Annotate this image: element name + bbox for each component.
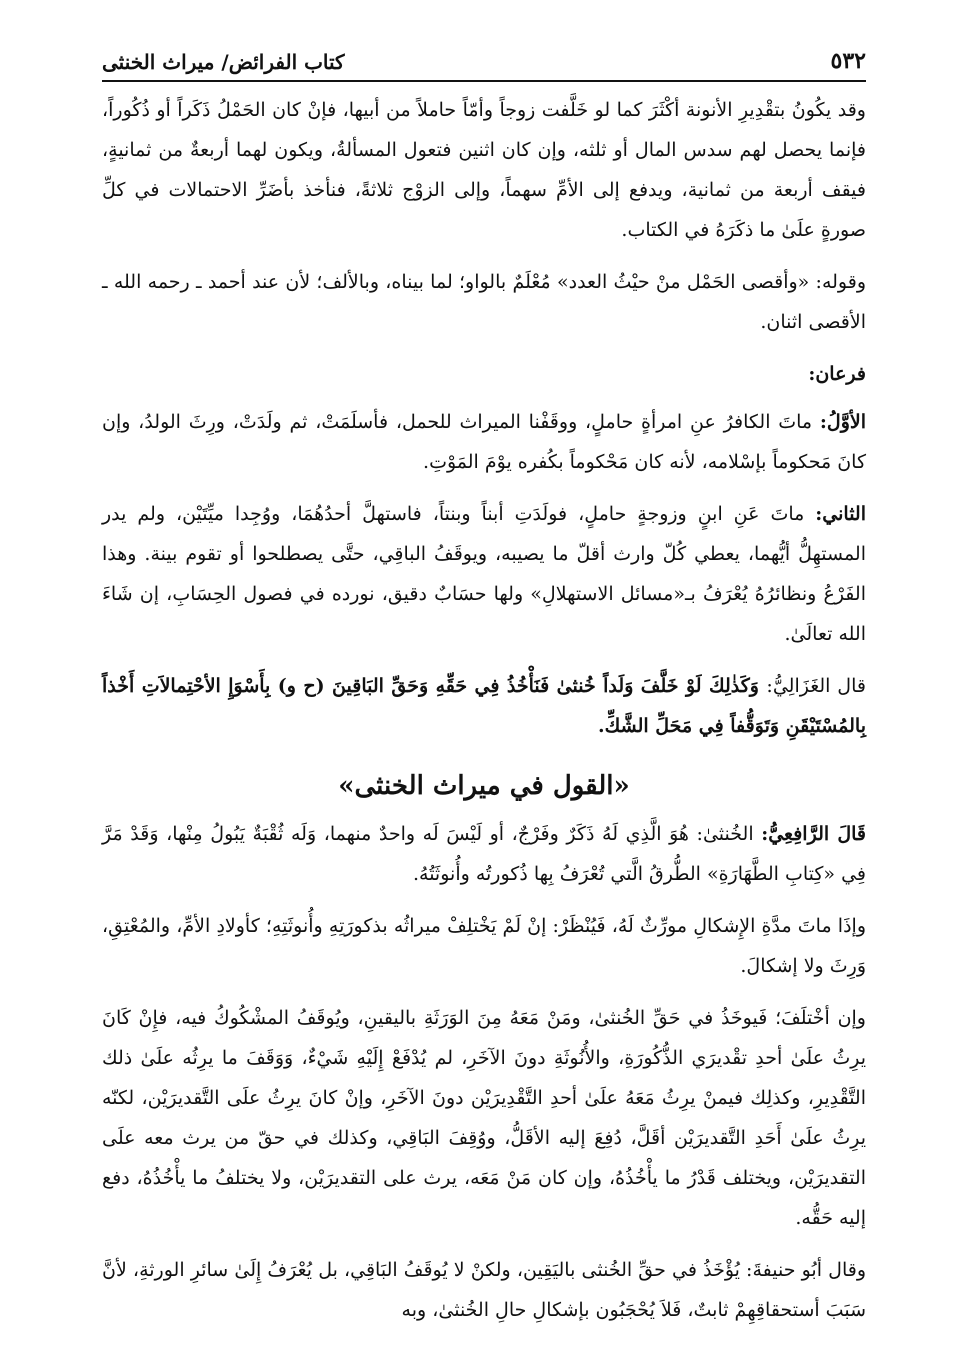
page-number: ٥٣٢ — [830, 48, 866, 74]
paragraph — [102, 666, 866, 746]
subsection-label: فرعان: — [808, 363, 866, 385]
paragraph: وقال أبُو حنيفةَ: يُؤْخَذُ في حقِّ الخُنثى باليَقِين، ولكنْ لا يُوقَفُ البَاقِي، بل يُعْرَفُ إِلَىٰ سائرِ الورثةِ، لأنَّ سَبَبَ أستحقاقِهِمْ ثابتٌ، فَلاَ يُحْجَبُون بإشكالِ حالِ الخُنثىٰ، وبه — [102, 1259, 866, 1321]
paragraph — [102, 494, 866, 654]
rafii-text: الخُنثىٰ: هُوَ الَّذِي لَهُ ذَكَرٌ وفَرْجٌ، أو لَيْسَ لَه واحدٌ منهما، وَلَه ثُقْبَةٌ يَبُولُ مِنْها، وَقَدْ مَرَّ فِي «كِتابِ الطَّهَارَةِ» الطُّرقُ الَّتي تُعْرَفُ بِها ذُكورتُه وأُنوثَتُهُ. — [102, 823, 866, 885]
ghazali-text: وَكَذٰلِكَ لَوْ خَلَّفَ وَلَداً خُنثىٰ فَنَأْخُذُ فِي حَقِّهِ وَحَقِّ البَاقِينَ (ح و) بِأَسْوَإِ الأحْتِمالاَتِ أَخْذاً بِالمُسْتَيْقَنِ وَتَوَقُّفاً فِي مَحَلِّ الشَّكِّ. — [102, 675, 866, 737]
second-text: ماتَ عَنِ ابنٍ وزوجةٍ حاملٍ، فولَدَتِ أبناً وبنتاً، فاستهلَّ أحدُهُمَا، ووُجِدا ميِّتَيْن، ولم يدر المستهِلُّ أيُّهما، يعطي كُلّ وارث أقلّ ما يصيبه، ويوقَفُ الباقِي، حتَّى يصطلحوا أو تقوم بينة. وهذا الفَرْعُ ونظائرُهُ يُعْرَفُ بـ«مسائل الاستهلالِ» ولها حسَابٌ دقيق، نورده في فصول الحِسَابِ، إن شَاءَ الله تعالَىٰ. — [102, 503, 866, 645]
paragraph: وقوله: «وأقصى الحَمْل منْ حيْثُ العدد» مُعْلَمٌ بالواو؛ لما بيناه، وبالألف؛ لأن عند أحمد ـ رحمه الله ـ الأقصى اثنان. — [102, 271, 866, 333]
running-header — [102, 30, 866, 82]
header-title: كتاب الفرائض/ ميراث الخنثى — [102, 50, 345, 74]
ghazali-label: قال الغَزَالِيُّ: — [766, 675, 866, 697]
paragraph: وقد يكُونُ بتقْدِيرِ الأنونة أكْثَرَ كما لو خَلَّفت زوجاً وأمّاً حاملاً من أبيها، فإنْ كان الحَمْلُ ذَكَراً أو ذُكُوراً، فإنما يحصل لهم سدس المال أو ثلثه، وإن كان اثنين فتعول المسألةُ، ويكون لهما أربعةٌ من ثمانيةٍ، فيقف أربعة من ثمانية، ويدفع إلى الأمِّ سهماً، وإلى الزوْج ثلاثةً، فنأخذ بأضَرِّ الاحتمالات في كلِّ صورةٍ علَىٰ ما ذكَرَهُ في الكتاب. — [102, 99, 866, 241]
paragraph: وإن أخْتلَفَ؛ فَيوخَذُ في حَقِّ الخُنثىٰ، ومَنْ مَعَهُ مِنَ الوَرَثَةِ باليقينِ، ويُوقَفُ المشْكُوكُ فيه، فإِنْ كَانَ يرِثُ علَىٰ أحدِ تقْديرَي الذُّكُورَةِ، والأُنُوثَةِ دونَ الآخَرِ، لم يُدْفَعْ إِلَيْهِ شَيْءٌ، وَوَقَفَ ما يرِثُه علَىٰ ذلك التَّقْدِيرِ، وكذلِك فيمنْ يرِثُ مَعَهُ علَىٰ أحدِ التَّقْدِيرَيْن دونَ الآخَرِ، وإنْ كانَ يرِثُ علَى التَّقديرَيْن، لكنّه يرِثُ علَىٰ أَحَدِ التَّقديرَيْن أقَلَّ، دُفِعَ إليه الأقَلُّ، ووُقِفَ البَاقِي، وكذلك في حقّ من يرث معه علَى التقديرَيْن، ويختلف قَدْرُ ما يأْخُذُهُ، وإن كان مَنْ مَعَه، يرث على التقديرَيْن، ولا يختلفُ ما يأْخُذُهُ، دفع إليه حَقُّه. — [102, 1007, 866, 1229]
section-heading: «القول في ميراث الخنثى» — [338, 771, 630, 801]
paragraph — [102, 814, 866, 894]
page-body — [102, 90, 866, 1342]
second-label: الثاني: — [815, 503, 866, 525]
paragraph: وإذَا ماتَ مدَّةِ الإِشكالِ مورِّثٌ لَهُ، فَيُنْظَرْ: إنْ لَمْ يَخْتلِفْ ميراثُه بذكورَتِهِ وأُنوثَتِهِ؛ كأولادِ الأمِّ، والمُعْتِقِ، وَرِثَ ولا إشكالَ. — [102, 915, 866, 977]
rafii-label: قَالَ الرَّافِعِيُّ: — [761, 823, 866, 845]
paragraph — [102, 402, 866, 482]
first-text: ماتَ الكافرُ عنِ امرأةٍ حاملٍ، ووقَفْنا الميراث للحمل، فأسلَمَتْ، ثم ولَدَتْ، ورِثَ الولدُ، وإن كانَ مَحكوماً بإسْلامه، لأنه كان مَحْكوماً بكُفره يوْمَ المَوْتِ. — [102, 411, 866, 473]
first-label: الأوَّلُ: — [819, 411, 866, 433]
